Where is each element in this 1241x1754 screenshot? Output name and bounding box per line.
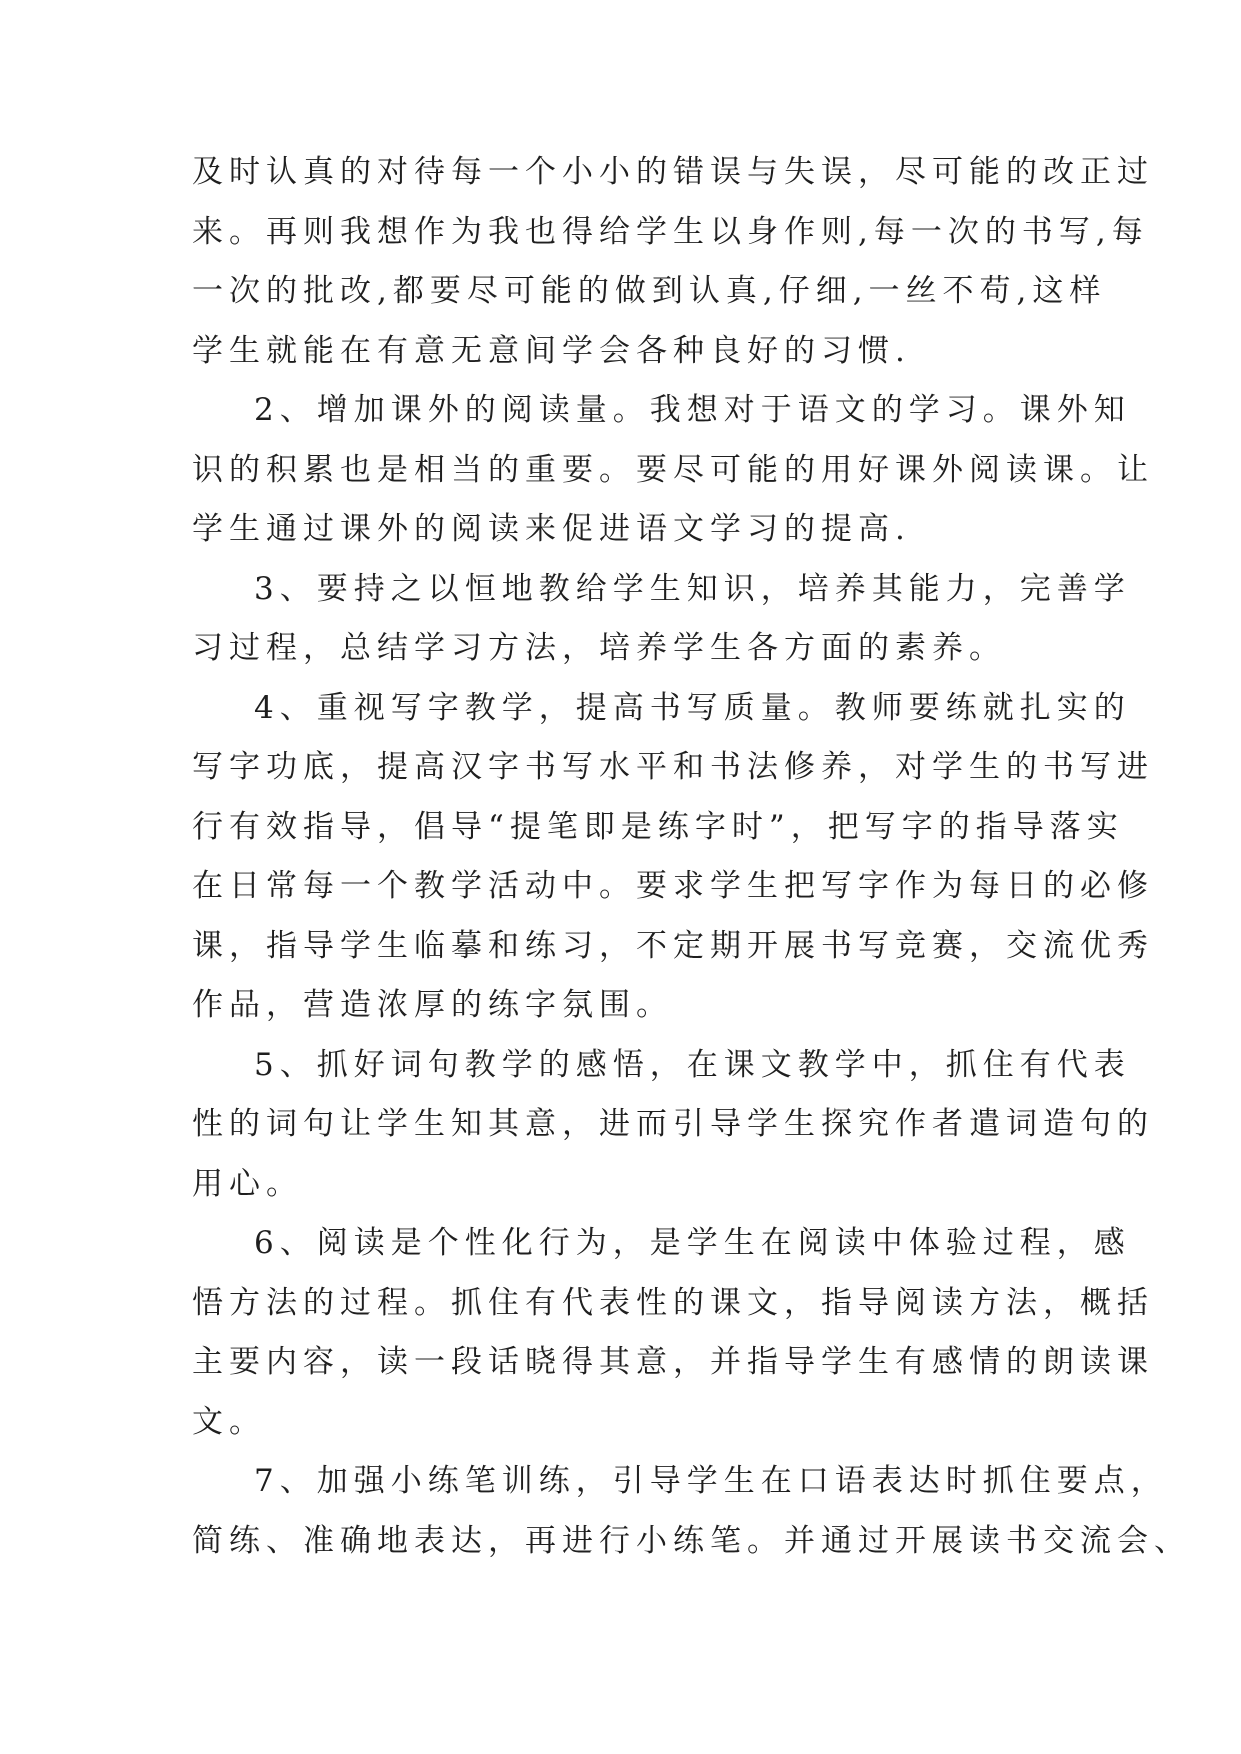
text-line: 简练、准确地表达，再进行小练笔。并通过开展读书交流会、 xyxy=(192,1523,1191,1559)
text-line: 一次的批改,都要尽可能的做到认真,仔细,一丝不苟,这样 xyxy=(192,273,1107,309)
text-line: 5、抓好词句教学的感悟，在课文教学中，抓住有代表 xyxy=(254,1047,1131,1083)
text-line: 来。再则我想作为我也得给学生以身作则,每一次的书写,每 xyxy=(192,214,1149,250)
text-line: 写字功底，提高汉字书写水平和书法修养，对学生的书写进 xyxy=(192,749,1154,785)
text-line: 性的词句让学生知其意，进而引导学生探究作者遣词造句的 xyxy=(192,1106,1154,1142)
text-line: 4、重视写字教学，提高书写质量。教师要练就扎实的 xyxy=(254,690,1131,726)
text-line: 文。 xyxy=(192,1404,266,1440)
text-line: 6、阅读是个性化行为，是学生在阅读中体验过程，感 xyxy=(254,1225,1131,1261)
text-line: 主要内容，读一段话晓得其意，并指导学生有感情的朗读课 xyxy=(192,1344,1154,1380)
text-line: 课，指导学生临摹和练习，不定期开展书写竞赛，交流优秀 xyxy=(192,928,1154,964)
text-line: 在日常每一个教学活动中。要求学生把写字作为每日的必修 xyxy=(192,868,1154,904)
text-line: 习过程，总结学习方法，培养学生各方面的素养。 xyxy=(192,630,1006,666)
text-line: 作品，营造浓厚的练字氛围。 xyxy=(192,987,673,1023)
text-line: 学生就能在有意无意间学会各种良好的习惯. xyxy=(192,333,911,369)
text-line: 3、要持之以恒地教给学生知识，培养其能力，完善学 xyxy=(254,571,1131,607)
text-line: 行有效指导，倡导“提笔即是练字时”，把写字的指导落实 xyxy=(192,809,1124,845)
text-line: 识的积累也是相当的重要。要尽可能的用好课外阅读课。让 xyxy=(192,452,1154,488)
text-line: 用心。 xyxy=(192,1166,303,1202)
text-line: 2、增加课外的阅读量。我想对于语文的学习。课外知 xyxy=(254,392,1131,428)
text-line: 悟方法的过程。抓住有代表性的课文，指导阅读方法，概括 xyxy=(192,1285,1154,1321)
text-line: 7、加强小练笔训练，引导学生在口语表达时抓住要点， xyxy=(254,1463,1168,1499)
text-line: 学生通过课外的阅读来促进语文学习的提高. xyxy=(192,511,911,547)
text-line: 及时认真的对待每一个小小的错误与失误，尽可能的改正过 xyxy=(192,154,1154,190)
